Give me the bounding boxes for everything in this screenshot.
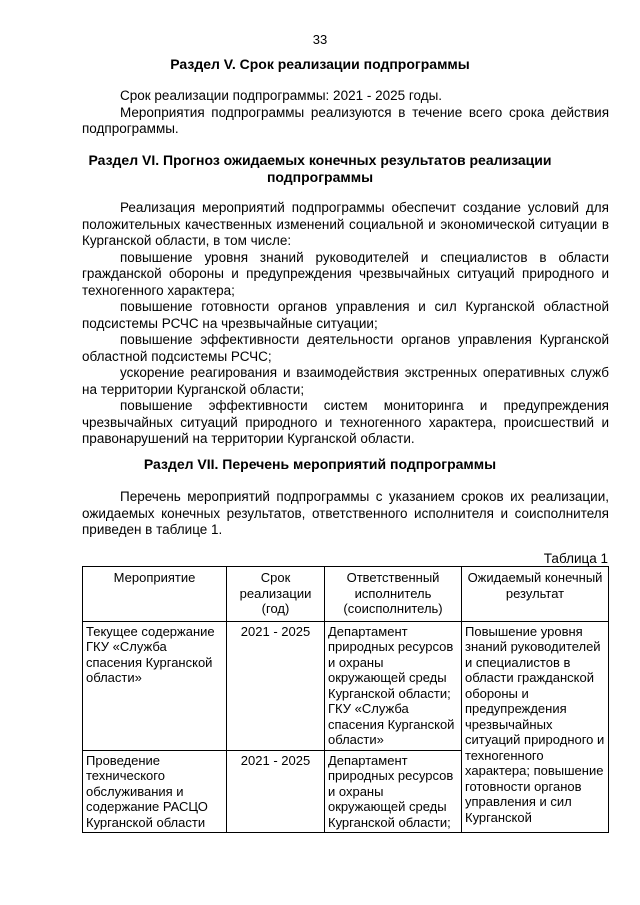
- table-header-row: [83, 567, 609, 622]
- section-6-text: [82, 200, 609, 448]
- event-cell: Проведение технического обслуживания и содержание РАСЦО Курганской области: [83, 750, 227, 833]
- table-row: [83, 621, 609, 750]
- section-5-text: [82, 88, 609, 138]
- section-5-heading: Раздел V. Срок реализации подпрограммы: [170, 56, 470, 72]
- event-cell: Текущее содержание ГКУ «Служба спасения Курганской области»: [83, 621, 227, 750]
- section-7-text: [82, 489, 609, 539]
- header-cell: Срок реализации (год): [227, 567, 325, 622]
- paragraph: повышение эффективности систем мониторинга и предупреждения чрезвычайных ситуаций природного и техногенного характера, происшествий и правонарушений на территории Курганской области.: [82, 398, 609, 446]
- executor-text: Департамент природных ресурсов и охраны окружающей среды Курганской области;: [328, 623, 454, 701]
- term-cell: 2021 - 2025: [227, 750, 325, 833]
- paragraph: повышение эффективности деятельности органов управления Курганской областной подсистемы РСЧС;: [82, 332, 609, 364]
- section-6-heading-line: Раздел VI. Прогноз ожидаемых конечных результатов реализации: [88, 152, 552, 168]
- paragraph: Реализация мероприятий подпрограммы обеспечит создание условий для положительных качественных изменений социальной и экономической ситуации в Курганской области, в том числе:: [82, 200, 609, 248]
- section-7-heading: Раздел VII. Перечень мероприятий подпрограммы: [143, 456, 497, 472]
- paragraph: Мероприятия подпрограммы реализуются в течение всего срока действия подпрограммы.: [82, 104, 609, 136]
- paragraph: ускорение реагирования и взаимодействия экстренных оперативных служб на территории Курганской области;: [82, 365, 609, 397]
- header-cell: Ответственный исполнитель (соисполнитель): [325, 567, 462, 622]
- paragraph: Перечень мероприятий подпрограммы с указанием сроков их реализации, ожидаемых конечных результатов, ответственного исполнителя и соисполнителя приведен в таблице 1.: [82, 489, 609, 537]
- paragraph: повышение готовности органов управления и сил Курганской областной подсистемы РСЧС на чрезвычайные ситуации;: [82, 299, 609, 331]
- executor-cell: Департамент природных ресурсов и охраны окружающей среды Курганской области;: [325, 750, 462, 833]
- header-cell: Мероприятие: [83, 567, 227, 622]
- table-caption: Таблица 1: [543, 551, 608, 566]
- page-number: 33: [312, 32, 328, 47]
- co-executor-text: ГКУ «Служба спасения Курганской области»: [328, 701, 455, 747]
- term-cell: 2021 - 2025: [227, 621, 325, 750]
- paragraph: Срок реализации подпрограммы: 2021 - 2025 годы.: [120, 88, 443, 103]
- result-cell: Повышение уровня знаний руководителей и специалистов в области гражданской обороны и предупреждения чрезвычайных ситуаций природного и техногенного характера; повышение готовности органов управления и сил Курганской: [462, 621, 609, 833]
- executor-cell: [325, 621, 462, 750]
- section-6-heading-line: подпрограммы: [266, 169, 374, 185]
- section-6-heading: [0, 152, 640, 186]
- header-cell: Ожидаемый конечный результат: [462, 567, 609, 622]
- paragraph: повышение уровня знаний руководителей и специалистов в области гражданской обороны и предупреждения чрезвычайных ситуаций природного и техногенного характера;: [82, 249, 609, 298]
- events-table: [82, 566, 609, 833]
